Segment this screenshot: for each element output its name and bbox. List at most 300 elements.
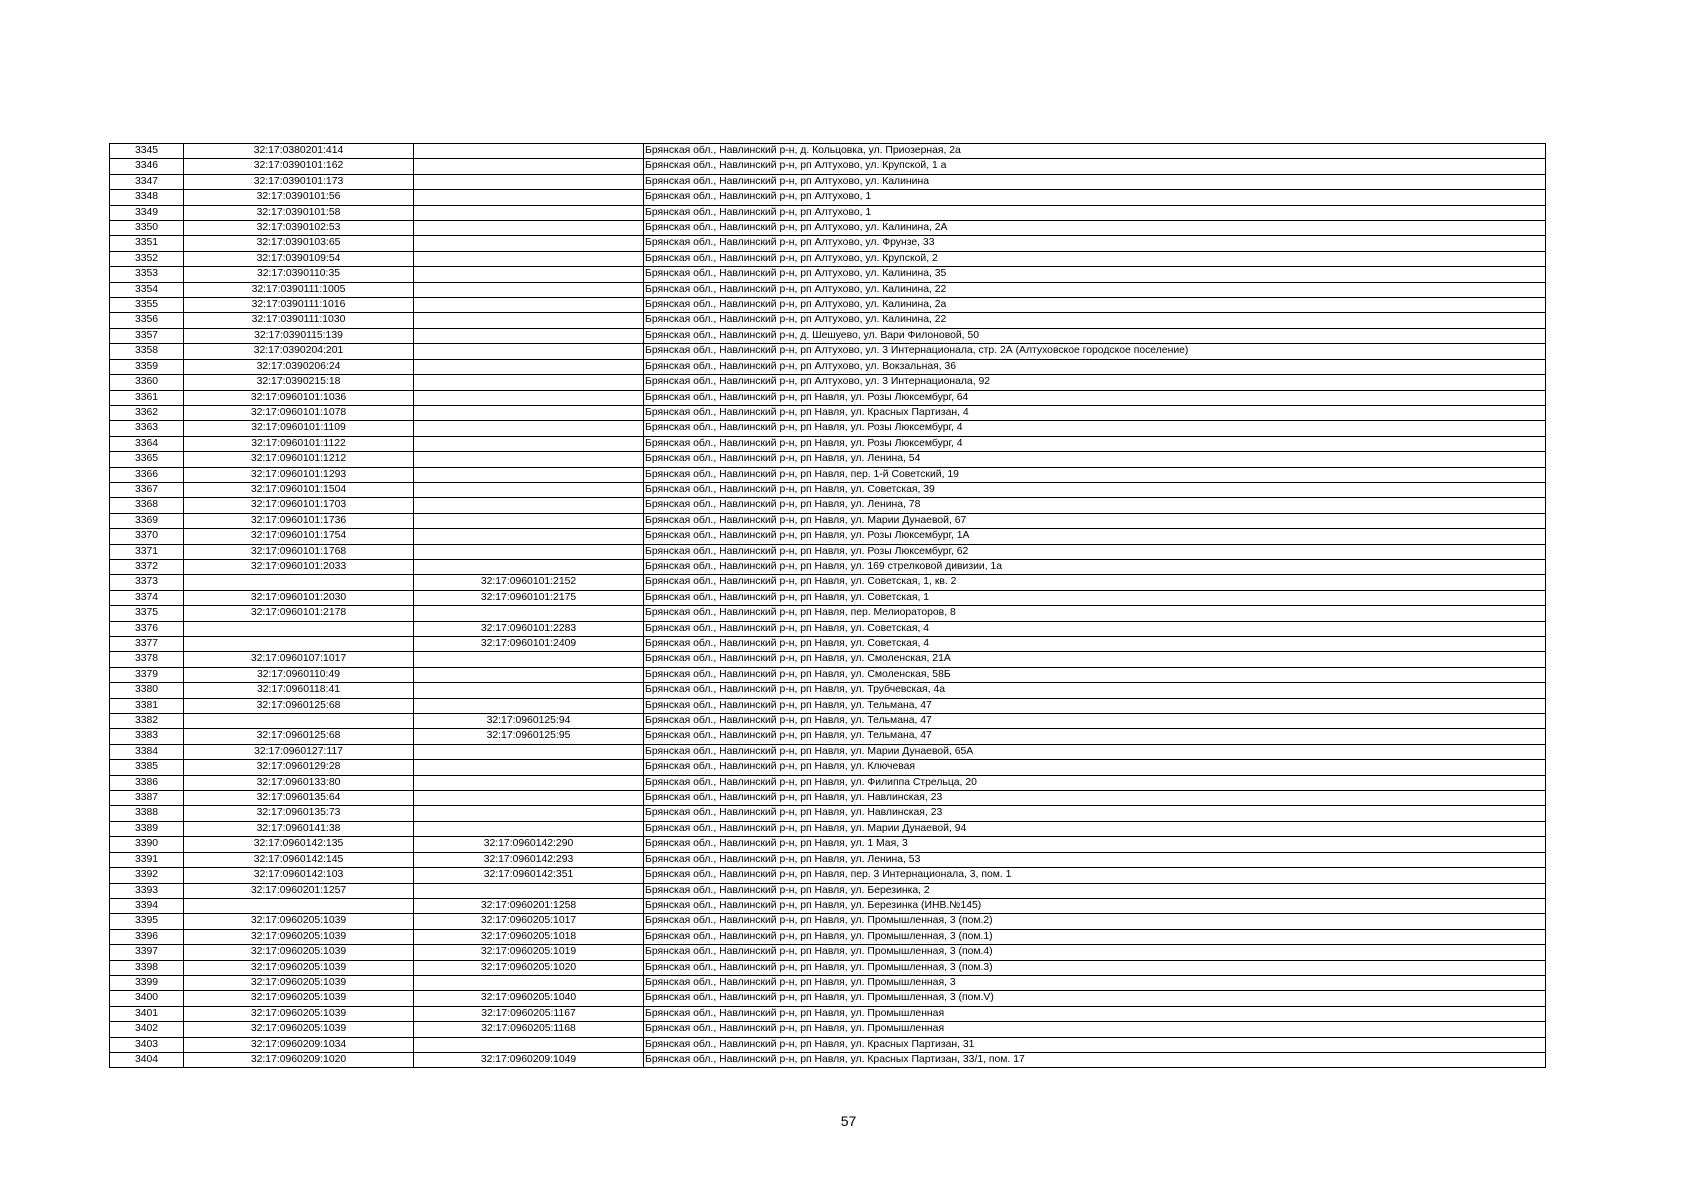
linked-cadastral-number-cell xyxy=(414,205,644,220)
address-cell: Брянская обл., Навлинский р-н, рп Алтухово, ул. Калинина, 35 xyxy=(644,267,1546,282)
cadastral-number-cell: 32:17:0390215:18 xyxy=(184,375,414,390)
table-row xyxy=(110,744,1546,759)
row-number-cell: 3350 xyxy=(110,221,184,236)
linked-cadastral-number-cell xyxy=(414,174,644,189)
cadastral-number-cell: 32:17:0390111:1030 xyxy=(184,313,414,328)
table-row xyxy=(110,1022,1546,1037)
linked-cadastral-number-cell: 32:17:0960125:94 xyxy=(414,714,644,729)
row-number-cell: 3360 xyxy=(110,375,184,390)
table-row xyxy=(110,852,1546,867)
linked-cadastral-number-cell xyxy=(414,436,644,451)
table-row xyxy=(110,236,1546,251)
cadastral-number-cell xyxy=(184,637,414,652)
linked-cadastral-number-cell xyxy=(414,144,644,159)
linked-cadastral-number-cell xyxy=(414,698,644,713)
cadastral-number-cell: 32:17:0960205:1039 xyxy=(184,929,414,944)
table-row xyxy=(110,359,1546,374)
address-cell: Брянская обл., Навлинский р-н, д. Кольцовка, ул. Приозерная, 2а xyxy=(644,144,1546,159)
address-cell: Брянская обл., Навлинский р-н, рп Навля, пер. 3 Интернационала, 3, пом. 1 xyxy=(644,868,1546,883)
address-cell: Брянская обл., Навлинский р-н, рп Алтухово, ул. 3 Интернационала, 92 xyxy=(644,375,1546,390)
row-number-cell: 3378 xyxy=(110,652,184,667)
linked-cadastral-number-cell: 32:17:0960205:1020 xyxy=(414,960,644,975)
cadastral-number-cell: 32:17:0390101:56 xyxy=(184,190,414,205)
table-row xyxy=(110,405,1546,420)
address-cell: Брянская обл., Навлинский р-н, рп Навля, ул. Советская, 4 xyxy=(644,637,1546,652)
address-cell: Брянская обл., Навлинский р-н, рп Алтухово, ул. Калинина, 2а xyxy=(644,298,1546,313)
address-cell: Брянская обл., Навлинский р-н, рп Навля, ул. Советская, 1, кв. 2 xyxy=(644,575,1546,590)
linked-cadastral-number-cell xyxy=(414,313,644,328)
address-cell: Брянская обл., Навлинский р-н, рп Навля, ул. Красных Партизан, 4 xyxy=(644,405,1546,420)
row-number-cell: 3393 xyxy=(110,883,184,898)
row-number-cell: 3374 xyxy=(110,590,184,605)
row-number-cell: 3349 xyxy=(110,205,184,220)
cadastral-number-cell: 32:17:0960205:1039 xyxy=(184,945,414,960)
row-number-cell: 3357 xyxy=(110,328,184,343)
linked-cadastral-number-cell: 32:17:0960205:1167 xyxy=(414,1006,644,1021)
cadastral-number-cell: 32:17:0390110:35 xyxy=(184,267,414,282)
address-cell: Брянская обл., Навлинский р-н, рп Навля, ул. Красных Партизан, 31 xyxy=(644,1037,1546,1052)
row-number-cell: 3348 xyxy=(110,190,184,205)
linked-cadastral-number-cell xyxy=(414,421,644,436)
row-number-cell: 3381 xyxy=(110,698,184,713)
linked-cadastral-number-cell xyxy=(414,405,644,420)
row-number-cell: 3401 xyxy=(110,1006,184,1021)
row-number-cell: 3379 xyxy=(110,667,184,682)
linked-cadastral-number-cell xyxy=(414,267,644,282)
table-row xyxy=(110,821,1546,836)
table-row xyxy=(110,251,1546,266)
row-number-cell: 3363 xyxy=(110,421,184,436)
address-cell: Брянская обл., Навлинский р-н, рп Алтухово, ул. Крупской, 2 xyxy=(644,251,1546,266)
address-cell: Брянская обл., Навлинский р-н, рп Алтухово, ул. Калинина, 22 xyxy=(644,313,1546,328)
linked-cadastral-number-cell xyxy=(414,883,644,898)
address-cell: Брянская обл., Навлинский р-н, рп Навля, ул. Советская, 39 xyxy=(644,482,1546,497)
address-cell: Брянская обл., Навлинский р-н, рп Навля, ул. Промышленная, 3 (пом.4) xyxy=(644,945,1546,960)
address-cell: Брянская обл., Навлинский р-н, рп Навля, ул. Промышленная, 3 (пом.2) xyxy=(644,914,1546,929)
cadastral-number-cell: 32:17:0960101:1736 xyxy=(184,513,414,528)
cadastral-number-cell: 32:17:0960141:38 xyxy=(184,821,414,836)
table-row xyxy=(110,498,1546,513)
address-cell: Брянская обл., Навлинский р-н, рп Навля, пер. Мелиораторов, 8 xyxy=(644,606,1546,621)
table-row xyxy=(110,1006,1546,1021)
cadastral-number-cell: 32:17:0960201:1257 xyxy=(184,883,414,898)
linked-cadastral-number-cell: 32:17:0960205:1019 xyxy=(414,945,644,960)
cadastral-number-cell: 32:17:0960101:1504 xyxy=(184,482,414,497)
address-cell: Брянская обл., Навлинский р-н, рп Навля, ул. Навлинская, 23 xyxy=(644,791,1546,806)
address-cell: Брянская обл., Навлинский р-н, д. Шешуево, ул. Вари Филоновой, 50 xyxy=(644,328,1546,343)
row-number-cell: 3369 xyxy=(110,513,184,528)
linked-cadastral-number-cell xyxy=(414,282,644,297)
row-number-cell: 3397 xyxy=(110,945,184,960)
linked-cadastral-number-cell: 32:17:0960101:2152 xyxy=(414,575,644,590)
row-number-cell: 3351 xyxy=(110,236,184,251)
row-number-cell: 3382 xyxy=(110,714,184,729)
table-row xyxy=(110,529,1546,544)
address-cell: Брянская обл., Навлинский р-н, рп Навля, ул. Марии Дунаевой, 67 xyxy=(644,513,1546,528)
table-row xyxy=(110,159,1546,174)
table-row xyxy=(110,775,1546,790)
address-cell: Брянская обл., Навлинский р-н, рп Навля, ул. Промышленная, 3 (пом.V) xyxy=(644,991,1546,1006)
linked-cadastral-number-cell xyxy=(414,159,644,174)
linked-cadastral-number-cell: 32:17:0960205:1017 xyxy=(414,914,644,929)
cadastral-number-cell: 32:17:0960101:2178 xyxy=(184,606,414,621)
row-number-cell: 3355 xyxy=(110,298,184,313)
row-number-cell: 3373 xyxy=(110,575,184,590)
row-number-cell: 3370 xyxy=(110,529,184,544)
table-row xyxy=(110,452,1546,467)
linked-cadastral-number-cell: 32:17:0960101:2175 xyxy=(414,590,644,605)
address-cell: Брянская обл., Навлинский р-н, рп Навля, ул. Розы Люксембург, 64 xyxy=(644,390,1546,405)
cadastral-number-cell: 32:17:0960205:1039 xyxy=(184,914,414,929)
row-number-cell: 3358 xyxy=(110,344,184,359)
linked-cadastral-number-cell xyxy=(414,375,644,390)
table-row xyxy=(110,698,1546,713)
table-row xyxy=(110,282,1546,297)
address-cell: Брянская обл., Навлинский р-н, рп Навля, ул. Промышленная xyxy=(644,1022,1546,1037)
address-cell: Брянская обл., Навлинский р-н, рп Алтухово, ул. Калинина, 2А xyxy=(644,221,1546,236)
address-cell: Брянская обл., Навлинский р-н, рп Навля, ул. Смоленская, 21А xyxy=(644,652,1546,667)
table-row xyxy=(110,313,1546,328)
table-row xyxy=(110,513,1546,528)
row-number-cell: 3366 xyxy=(110,467,184,482)
address-cell: Брянская обл., Навлинский р-н, рп Навля, ул. Ключевая xyxy=(644,760,1546,775)
table-row xyxy=(110,205,1546,220)
cadastral-number-cell: 32:17:0960125:68 xyxy=(184,698,414,713)
row-number-cell: 3389 xyxy=(110,821,184,836)
linked-cadastral-number-cell: 32:17:0960125:95 xyxy=(414,729,644,744)
row-number-cell: 3345 xyxy=(110,144,184,159)
cadastral-number-cell: 32:17:0960101:1293 xyxy=(184,467,414,482)
page-number: 57 xyxy=(840,1113,857,1129)
cadastral-number-cell: 32:17:0390115:139 xyxy=(184,328,414,343)
cadastral-number-cell: 32:17:0380201:414 xyxy=(184,144,414,159)
address-cell: Брянская обл., Навлинский р-н, рп Навля, ул. Советская, 4 xyxy=(644,621,1546,636)
table-row xyxy=(110,174,1546,189)
address-cell: Брянская обл., Навлинский р-н, рп Алтухово, ул. Калинина xyxy=(644,174,1546,189)
cadastral-number-cell: 32:17:0960127:117 xyxy=(184,744,414,759)
address-cell: Брянская обл., Навлинский р-н, рп Навля, ул. Тельмана, 47 xyxy=(644,729,1546,744)
address-cell: Брянская обл., Навлинский р-н, рп Навля, ул. Тельмана, 47 xyxy=(644,698,1546,713)
table-row xyxy=(110,436,1546,451)
address-cell: Брянская обл., Навлинский р-н, рп Навля, ул. Советская, 1 xyxy=(644,590,1546,605)
table-row xyxy=(110,575,1546,590)
row-number-cell: 3385 xyxy=(110,760,184,775)
cadastral-number-cell: 32:17:0960205:1039 xyxy=(184,975,414,990)
cadastral-number-cell: 32:17:0960142:135 xyxy=(184,837,414,852)
row-number-cell: 3362 xyxy=(110,405,184,420)
linked-cadastral-number-cell: 32:17:0960205:1040 xyxy=(414,991,644,1006)
address-cell: Брянская обл., Навлинский р-н, рп Навля, ул. Промышленная xyxy=(644,1006,1546,1021)
linked-cadastral-number-cell: 32:17:0960205:1168 xyxy=(414,1022,644,1037)
linked-cadastral-number-cell xyxy=(414,390,644,405)
row-number-cell: 3383 xyxy=(110,729,184,744)
cadastral-number-cell: 32:17:0960205:1039 xyxy=(184,1006,414,1021)
cadastral-number-cell: 32:17:0960205:1039 xyxy=(184,1022,414,1037)
cadastral-number-cell: 32:17:0960101:2030 xyxy=(184,590,414,605)
row-number-cell: 3364 xyxy=(110,436,184,451)
cadastral-number-cell: 32:17:0960101:1122 xyxy=(184,436,414,451)
address-cell: Брянская обл., Навлинский р-н, рп Навля, ул. Красных Партизан, 33/1, пом. 17 xyxy=(644,1052,1546,1067)
table-row xyxy=(110,960,1546,975)
row-number-cell: 3390 xyxy=(110,837,184,852)
address-cell: Брянская обл., Навлинский р-н, рп Алтухово, 1 xyxy=(644,190,1546,205)
address-cell: Брянская обл., Навлинский р-н, рп Навля, ул. Розы Люксембург, 4 xyxy=(644,421,1546,436)
table-row xyxy=(110,729,1546,744)
cadastral-number-cell: 32:17:0390102:53 xyxy=(184,221,414,236)
address-cell: Брянская обл., Навлинский р-н, рп Навля, ул. Трубчевская, 4а xyxy=(644,683,1546,698)
address-cell: Брянская обл., Навлинский р-н, рп Алтухово, 1 xyxy=(644,205,1546,220)
linked-cadastral-number-cell xyxy=(414,298,644,313)
address-cell: Брянская обл., Навлинский р-н, рп Навля, пер. 1-й Советский, 19 xyxy=(644,467,1546,482)
table-row xyxy=(110,375,1546,390)
address-cell: Брянская обл., Навлинский р-н, рп Алтухово, ул. Фрунзе, 33 xyxy=(644,236,1546,251)
linked-cadastral-number-cell xyxy=(414,529,644,544)
cadastral-number-cell xyxy=(184,575,414,590)
table-row xyxy=(110,898,1546,913)
table-row xyxy=(110,1052,1546,1067)
row-number-cell: 3353 xyxy=(110,267,184,282)
table-row xyxy=(110,975,1546,990)
cadastral-number-cell: 32:17:0960129:28 xyxy=(184,760,414,775)
linked-cadastral-number-cell: 32:17:0960142:351 xyxy=(414,868,644,883)
linked-cadastral-number-cell xyxy=(414,359,644,374)
address-cell: Брянская обл., Навлинский р-н, рп Навля, ул. 169 стрелковой дивизии, 1а xyxy=(644,559,1546,574)
row-number-cell: 3387 xyxy=(110,791,184,806)
row-number-cell: 3380 xyxy=(110,683,184,698)
linked-cadastral-number-cell xyxy=(414,1037,644,1052)
table-row xyxy=(110,714,1546,729)
linked-cadastral-number-cell xyxy=(414,190,644,205)
address-cell: Брянская обл., Навлинский р-н, рп Навля, ул. Смоленская, 58Б xyxy=(644,667,1546,682)
linked-cadastral-number-cell: 32:17:0960205:1018 xyxy=(414,929,644,944)
table-row xyxy=(110,190,1546,205)
row-number-cell: 3384 xyxy=(110,744,184,759)
cadastral-number-cell: 32:17:0390103:65 xyxy=(184,236,414,251)
linked-cadastral-number-cell xyxy=(414,806,644,821)
cadastral-number-cell: 32:17:0960101:1212 xyxy=(184,452,414,467)
cadastral-number-cell: 32:17:0390111:1016 xyxy=(184,298,414,313)
address-cell: Брянская обл., Навлинский р-н, рп Навля, ул. Марии Дунаевой, 65А xyxy=(644,744,1546,759)
address-cell: Брянская обл., Навлинский р-н, рп Навля, ул. Розы Люксембург, 1А xyxy=(644,529,1546,544)
table-row xyxy=(110,544,1546,559)
row-number-cell: 3396 xyxy=(110,929,184,944)
linked-cadastral-number-cell xyxy=(414,652,644,667)
linked-cadastral-number-cell xyxy=(414,975,644,990)
row-number-cell: 3399 xyxy=(110,975,184,990)
table-row xyxy=(110,267,1546,282)
row-number-cell: 3368 xyxy=(110,498,184,513)
cadastral-number-cell: 32:17:0960133:80 xyxy=(184,775,414,790)
table-row xyxy=(110,606,1546,621)
row-number-cell: 3377 xyxy=(110,637,184,652)
address-cell: Брянская обл., Навлинский р-н, рп Алтухово, ул. 3 Интернационала, стр. 2А (Алтуховское городское поселение) xyxy=(644,344,1546,359)
row-number-cell: 3359 xyxy=(110,359,184,374)
linked-cadastral-number-cell xyxy=(414,513,644,528)
linked-cadastral-number-cell: 32:17:0960142:290 xyxy=(414,837,644,852)
linked-cadastral-number-cell xyxy=(414,251,644,266)
address-cell: Брянская обл., Навлинский р-н, рп Навля, ул. Тельмана, 47 xyxy=(644,714,1546,729)
table-row xyxy=(110,144,1546,159)
cadastral-number-cell: 32:17:0960101:1768 xyxy=(184,544,414,559)
table-body xyxy=(110,144,1546,1068)
row-number-cell: 3354 xyxy=(110,282,184,297)
cadastral-number-cell xyxy=(184,621,414,636)
table-row xyxy=(110,868,1546,883)
linked-cadastral-number-cell xyxy=(414,482,644,497)
cadastral-number-cell: 32:17:0960135:73 xyxy=(184,806,414,821)
address-cell: Брянская обл., Навлинский р-н, рп Навля, ул. Навлинская, 23 xyxy=(644,806,1546,821)
cadastral-number-cell: 32:17:0960101:1036 xyxy=(184,390,414,405)
row-number-cell: 3371 xyxy=(110,544,184,559)
cadastral-number-cell: 32:17:0960101:1109 xyxy=(184,421,414,436)
row-number-cell: 3361 xyxy=(110,390,184,405)
cadastral-number-cell: 32:17:0960110:49 xyxy=(184,667,414,682)
table-row xyxy=(110,929,1546,944)
linked-cadastral-number-cell xyxy=(414,452,644,467)
row-number-cell: 3398 xyxy=(110,960,184,975)
address-cell: Брянская обл., Навлинский р-н, рп Навля, ул. Филиппа Стрельца, 20 xyxy=(644,775,1546,790)
address-cell: Брянская обл., Навлинский р-н, рп Алтухово, ул. Калинина, 22 xyxy=(644,282,1546,297)
table-row xyxy=(110,806,1546,821)
table-row xyxy=(110,791,1546,806)
address-cell: Брянская обл., Навлинский р-н, рп Навля, ул. Березинка, 2 xyxy=(644,883,1546,898)
cadastral-number-cell: 32:17:0960107:1017 xyxy=(184,652,414,667)
row-number-cell: 3404 xyxy=(110,1052,184,1067)
row-number-cell: 3403 xyxy=(110,1037,184,1052)
linked-cadastral-number-cell xyxy=(414,467,644,482)
linked-cadastral-number-cell xyxy=(414,821,644,836)
table-row xyxy=(110,467,1546,482)
cadastral-number-cell: 32:17:0960118:41 xyxy=(184,683,414,698)
cadastral-number-cell: 32:17:0960142:103 xyxy=(184,868,414,883)
row-number-cell: 3365 xyxy=(110,452,184,467)
row-number-cell: 3402 xyxy=(110,1022,184,1037)
table-row xyxy=(110,421,1546,436)
row-number-cell: 3395 xyxy=(110,914,184,929)
table-row xyxy=(110,837,1546,852)
row-number-cell: 3394 xyxy=(110,898,184,913)
table-row xyxy=(110,621,1546,636)
row-number-cell: 3347 xyxy=(110,174,184,189)
address-cell: Брянская обл., Навлинский р-н, рп Алтухово, ул. Вокзальная, 36 xyxy=(644,359,1546,374)
linked-cadastral-number-cell xyxy=(414,328,644,343)
linked-cadastral-number-cell xyxy=(414,498,644,513)
table-row xyxy=(110,328,1546,343)
cadastral-number-cell: 32:17:0960205:1039 xyxy=(184,991,414,1006)
cadastral-number-cell: 32:17:0390101:162 xyxy=(184,159,414,174)
cadastral-number-cell: 32:17:0960205:1039 xyxy=(184,960,414,975)
table-row xyxy=(110,991,1546,1006)
linked-cadastral-number-cell: 32:17:0960142:293 xyxy=(414,852,644,867)
table-row xyxy=(110,683,1546,698)
address-cell: Брянская обл., Навлинский р-н, рп Навля, ул. Розы Люксембург, 4 xyxy=(644,436,1546,451)
cadastral-number-cell: 32:17:0960209:1034 xyxy=(184,1037,414,1052)
address-cell: Брянская обл., Навлинский р-н, рп Навля, ул. Промышленная, 3 (пом.1) xyxy=(644,929,1546,944)
cadastral-number-cell xyxy=(184,714,414,729)
address-cell: Брянская обл., Навлинский р-н, рп Навля, ул. Ленина, 78 xyxy=(644,498,1546,513)
cadastral-number-cell: 32:17:0390111:1005 xyxy=(184,282,414,297)
row-number-cell: 3388 xyxy=(110,806,184,821)
table-row xyxy=(110,298,1546,313)
linked-cadastral-number-cell xyxy=(414,559,644,574)
table-row xyxy=(110,945,1546,960)
address-cell: Брянская обл., Навлинский р-н, рп Навля, ул. Промышленная, 3 (пом.3) xyxy=(644,960,1546,975)
table-row xyxy=(110,482,1546,497)
row-number-cell: 3356 xyxy=(110,313,184,328)
linked-cadastral-number-cell xyxy=(414,236,644,251)
table-row xyxy=(110,559,1546,574)
row-number-cell: 3367 xyxy=(110,482,184,497)
table-row xyxy=(110,652,1546,667)
linked-cadastral-number-cell xyxy=(414,221,644,236)
cadastral-number-cell: 32:17:0960101:2033 xyxy=(184,559,414,574)
address-cell: Брянская обл., Навлинский р-н, рп Навля, ул. Ленина, 53 xyxy=(644,852,1546,867)
table-row xyxy=(110,590,1546,605)
address-cell: Брянская обл., Навлинский р-н, рп Навля, ул. Ленина, 54 xyxy=(644,452,1546,467)
linked-cadastral-number-cell xyxy=(414,606,644,621)
table-row xyxy=(110,221,1546,236)
linked-cadastral-number-cell: 32:17:0960101:2283 xyxy=(414,621,644,636)
linked-cadastral-number-cell xyxy=(414,760,644,775)
row-number-cell: 3352 xyxy=(110,251,184,266)
address-cell: Брянская обл., Навлинский р-н, рп Навля, ул. 1 Мая, 3 xyxy=(644,837,1546,852)
cadastral-number-cell: 32:17:0960125:68 xyxy=(184,729,414,744)
row-number-cell: 3346 xyxy=(110,159,184,174)
cadastral-number-cell xyxy=(184,898,414,913)
row-number-cell: 3386 xyxy=(110,775,184,790)
address-cell: Брянская обл., Навлинский р-н, рп Навля, ул. Марии Дунаевой, 94 xyxy=(644,821,1546,836)
linked-cadastral-number-cell xyxy=(414,344,644,359)
cadastral-number-cell: 32:17:0960209:1020 xyxy=(184,1052,414,1067)
table-row xyxy=(110,344,1546,359)
address-cell: Брянская обл., Навлинский р-н, рп Алтухово, ул. Крупской, 1 а xyxy=(644,159,1546,174)
row-number-cell: 3376 xyxy=(110,621,184,636)
property-registry-table xyxy=(109,143,1546,1068)
cadastral-number-cell: 32:17:0390109:54 xyxy=(184,251,414,266)
linked-cadastral-number-cell xyxy=(414,683,644,698)
row-number-cell: 3392 xyxy=(110,868,184,883)
row-number-cell: 3391 xyxy=(110,852,184,867)
linked-cadastral-number-cell xyxy=(414,775,644,790)
linked-cadastral-number-cell xyxy=(414,744,644,759)
cadastral-number-cell: 32:17:0960101:1754 xyxy=(184,529,414,544)
cadastral-number-cell: 32:17:0390204:201 xyxy=(184,344,414,359)
table-row xyxy=(110,390,1546,405)
row-number-cell: 3400 xyxy=(110,991,184,1006)
address-cell: Брянская обл., Навлинский р-н, рп Навля, ул. Березинка (ИНВ.№145) xyxy=(644,898,1546,913)
cadastral-number-cell: 32:17:0960142:145 xyxy=(184,852,414,867)
table-row xyxy=(110,637,1546,652)
cadastral-number-cell: 32:17:0390206:24 xyxy=(184,359,414,374)
linked-cadastral-number-cell xyxy=(414,667,644,682)
table-row xyxy=(110,883,1546,898)
address-cell: Брянская обл., Навлинский р-н, рп Навля, ул. Промышленная, 3 xyxy=(644,975,1546,990)
cadastral-number-cell: 32:17:0390101:173 xyxy=(184,174,414,189)
cadastral-number-cell: 32:17:0960101:1078 xyxy=(184,405,414,420)
linked-cadastral-number-cell: 32:17:0960209:1049 xyxy=(414,1052,644,1067)
linked-cadastral-number-cell xyxy=(414,791,644,806)
linked-cadastral-number-cell: 32:17:0960101:2409 xyxy=(414,637,644,652)
linked-cadastral-number-cell xyxy=(414,544,644,559)
table-row xyxy=(110,760,1546,775)
row-number-cell: 3372 xyxy=(110,559,184,574)
cadastral-number-cell: 32:17:0390101:58 xyxy=(184,205,414,220)
cadastral-number-cell: 32:17:0960101:1703 xyxy=(184,498,414,513)
table-row xyxy=(110,667,1546,682)
table-row xyxy=(110,914,1546,929)
cadastral-number-cell: 32:17:0960135:64 xyxy=(184,791,414,806)
address-cell: Брянская обл., Навлинский р-н, рп Навля, ул. Розы Люксембург, 62 xyxy=(644,544,1546,559)
